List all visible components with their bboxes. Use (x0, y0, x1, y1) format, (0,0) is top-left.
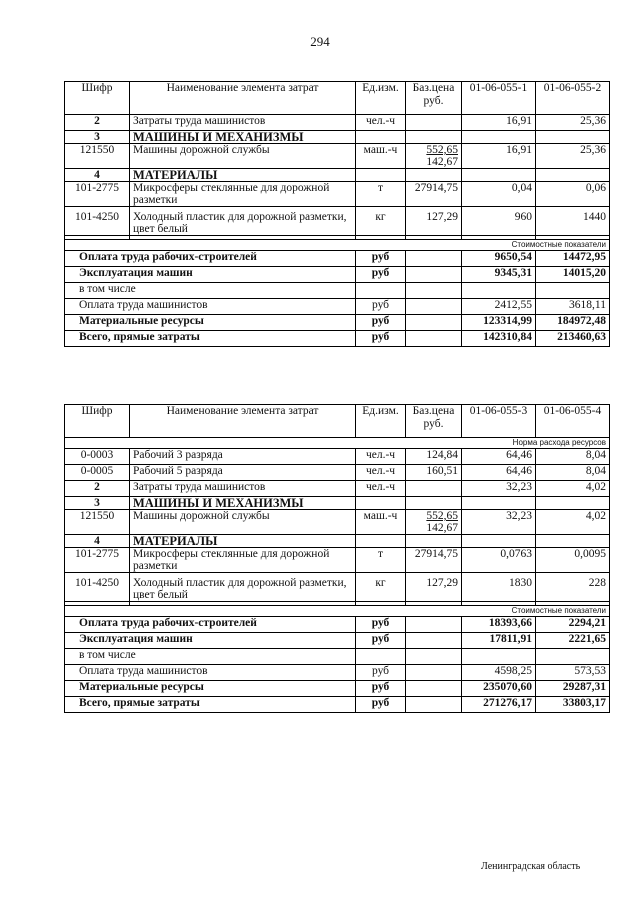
summary-value-2: 3618,11 (536, 299, 610, 315)
table-row (65, 535, 610, 548)
summary-value-1: 271276,17 (462, 697, 536, 713)
summary-value-2: 29287,31 (536, 681, 610, 697)
row-value-1: 0,04 (462, 182, 536, 207)
summary-label: в том числе (65, 649, 356, 665)
table-row (65, 169, 610, 182)
summary-label: Материальные ресурсы (65, 315, 356, 331)
summary-unit: руб (356, 633, 406, 649)
summary-label: Всего, прямые затраты (65, 331, 356, 347)
row-value-2: 0,06 (536, 182, 610, 207)
summary-value-1: 123314,99 (462, 315, 536, 331)
subheader-label: Стоимостные показатели (65, 606, 610, 617)
table-row (65, 548, 610, 573)
row-value-2: 8,04 (536, 449, 610, 465)
row-price: 127,29 (406, 207, 462, 236)
row-code: 0-0003 (65, 449, 130, 465)
row-unit: чел.-ч (356, 481, 406, 497)
row-value-2: 25,36 (536, 144, 610, 169)
row-value-1: 64,46 (462, 465, 536, 481)
summary-value-2: 573,53 (536, 665, 610, 681)
row-code: 101-4250 (65, 573, 130, 602)
row-code: 2 (65, 115, 130, 131)
norm-row (65, 438, 610, 449)
header-unit: Ед.изм. (356, 405, 406, 438)
header-col2: 01-06-055-4 (536, 405, 610, 438)
norm-label: Норма расхода ресурсов (65, 438, 610, 449)
section-code: 4 (65, 535, 130, 548)
row-unit: т (356, 182, 406, 207)
summary-value-1: 2412,55 (462, 299, 536, 315)
row-unit: чел.-ч (356, 465, 406, 481)
section-code: 3 (65, 131, 130, 144)
price-bottom: 142,67 (426, 522, 458, 534)
summary-value-1: 18393,66 (462, 617, 536, 633)
section-title: МАТЕРИАЛЫ (130, 535, 356, 548)
table-row (65, 131, 610, 144)
row-code: 0-0005 (65, 465, 130, 481)
table-row (65, 144, 610, 169)
row-value-2: 228 (536, 573, 610, 602)
row-name: Рабочий 5 разряда (130, 465, 356, 481)
row-price (406, 510, 462, 535)
summary-value-2: 2221,65 (536, 633, 610, 649)
summary-label: Оплата труда рабочих-строителей (65, 251, 356, 267)
subheader-row (65, 240, 610, 251)
header-price: Баз.цена руб. (406, 405, 462, 438)
row-value-2: 0,0095 (536, 548, 610, 573)
footer-region: Ленинградская область (481, 861, 581, 872)
summary-value-2: 213460,63 (536, 331, 610, 347)
section-title: МАШИНЫ И МЕХАНИЗМЫ (130, 131, 356, 144)
summary-value-2: 33803,17 (536, 697, 610, 713)
header-col2: 01-06-055-2 (536, 82, 610, 115)
cost-table-1 (64, 81, 610, 347)
summary-row (65, 251, 610, 267)
summary-value-2: 14472,95 (536, 251, 610, 267)
row-name: Холодный пластик для дорожной разметки, цвет белый (130, 207, 356, 236)
row-value-1: 0,0763 (462, 548, 536, 573)
summary-row (65, 697, 610, 713)
row-name: Холодный пластик для дорожной разметки, цвет белый (130, 573, 356, 602)
table-row (65, 207, 610, 236)
row-value-2: 25,36 (536, 115, 610, 131)
row-price: 160,51 (406, 465, 462, 481)
row-value-1: 16,91 (462, 115, 536, 131)
table-row (65, 465, 610, 481)
row-price: 27914,75 (406, 182, 462, 207)
summary-unit: руб (356, 697, 406, 713)
table-row (65, 449, 610, 465)
summary-value-2: 14015,20 (536, 267, 610, 283)
summary-value-1: 9345,31 (462, 267, 536, 283)
summary-unit: руб (356, 681, 406, 697)
row-code: 101-2775 (65, 548, 130, 573)
row-value-1: 32,23 (462, 481, 536, 497)
header-code: Шифр (65, 82, 130, 115)
subheader-row (65, 606, 610, 617)
row-code: 101-4250 (65, 207, 130, 236)
table-header (65, 82, 610, 115)
row-price: 127,29 (406, 573, 462, 602)
row-code: 121550 (65, 510, 130, 535)
summary-label: Всего, прямые затраты (65, 697, 356, 713)
row-unit: кг (356, 573, 406, 602)
subheader-label: Стоимостные показатели (65, 240, 610, 251)
cost-table-2 (64, 404, 610, 713)
summary-row (65, 299, 610, 315)
header-price: Баз.цена руб. (406, 82, 462, 115)
row-name: Микросферы стеклянные для дорожной разметки (130, 182, 356, 207)
row-price: 124,84 (406, 449, 462, 465)
row-value-2: 1440 (536, 207, 610, 236)
row-unit: т (356, 548, 406, 573)
summary-label: Эксплуатация машин (65, 267, 356, 283)
price-top: 552,65 (426, 144, 458, 156)
row-value-1: 32,23 (462, 510, 536, 535)
row-value-2: 4,02 (536, 510, 610, 535)
price-top: 552,65 (426, 510, 458, 522)
summary-unit: руб (356, 665, 406, 681)
summary-value-1: 142310,84 (462, 331, 536, 347)
row-name: Машины дорожной службы (130, 510, 356, 535)
price-bottom: 142,67 (426, 156, 458, 168)
row-price (406, 481, 462, 497)
row-value-2: 4,02 (536, 481, 610, 497)
row-name: Машины дорожной службы (130, 144, 356, 169)
summary-label: Оплата труда машинистов (65, 299, 356, 315)
summary-value-1: 9650,54 (462, 251, 536, 267)
row-unit: маш.-ч (356, 144, 406, 169)
summary-unit: руб (356, 299, 406, 315)
header-name: Наименование элемента затрат (130, 82, 356, 115)
section-code: 3 (65, 497, 130, 510)
row-unit: кг (356, 207, 406, 236)
page-number: 294 (310, 34, 330, 49)
row-unit: маш.-ч (356, 510, 406, 535)
header-col1: 01-06-055-3 (462, 405, 536, 438)
table-row (65, 510, 610, 535)
summary-label: Эксплуатация машин (65, 633, 356, 649)
summary-value-2: 184972,48 (536, 315, 610, 331)
summary-unit: руб (356, 251, 406, 267)
summary-value-1: 235070,60 (462, 681, 536, 697)
summary-row (65, 283, 610, 299)
row-value-1: 1830 (462, 573, 536, 602)
row-name: Микросферы стеклянные для дорожной разметки (130, 548, 356, 573)
header-name: Наименование элемента затрат (130, 405, 356, 438)
row-value-2: 8,04 (536, 465, 610, 481)
summary-row (65, 649, 610, 665)
row-name: Затраты труда машинистов (130, 481, 356, 497)
summary-unit: руб (356, 315, 406, 331)
summary-label: Оплата труда рабочих-строителей (65, 617, 356, 633)
section-title: МАТЕРИАЛЫ (130, 169, 356, 182)
summary-row (65, 315, 610, 331)
summary-row (65, 331, 610, 347)
summary-label: Материальные ресурсы (65, 681, 356, 697)
row-code: 2 (65, 481, 130, 497)
header-code: Шифр (65, 405, 130, 438)
summary-unit: руб (356, 617, 406, 633)
summary-label: в том числе (65, 283, 356, 299)
summary-unit: руб (356, 331, 406, 347)
table-row (65, 182, 610, 207)
summary-row (65, 267, 610, 283)
summary-value-1: 4598,25 (462, 665, 536, 681)
row-code: 121550 (65, 144, 130, 169)
summary-value-1: 17811,91 (462, 633, 536, 649)
table-row (65, 481, 610, 497)
row-value-1: 960 (462, 207, 536, 236)
row-value-1: 16,91 (462, 144, 536, 169)
summary-row (65, 633, 610, 649)
header-unit: Ед.изм. (356, 82, 406, 115)
row-price: 27914,75 (406, 548, 462, 573)
summary-row (65, 617, 610, 633)
row-price (406, 115, 462, 131)
row-unit: чел.-ч (356, 449, 406, 465)
row-value-1: 64,46 (462, 449, 536, 465)
section-title: МАШИНЫ И МЕХАНИЗМЫ (130, 497, 356, 510)
table-header (65, 405, 610, 438)
row-price (406, 144, 462, 169)
table-row (65, 497, 610, 510)
row-name: Затраты труда машинистов (130, 115, 356, 131)
summary-label: Оплата труда машинистов (65, 665, 356, 681)
summary-row (65, 681, 610, 697)
row-name: Рабочий 3 разряда (130, 449, 356, 465)
summary-value-2: 2294,21 (536, 617, 610, 633)
table-row (65, 115, 610, 131)
row-unit: чел.-ч (356, 115, 406, 131)
summary-unit: руб (356, 267, 406, 283)
summary-row (65, 665, 610, 681)
section-code: 4 (65, 169, 130, 182)
header-col1: 01-06-055-1 (462, 82, 536, 115)
row-code: 101-2775 (65, 182, 130, 207)
table-row (65, 573, 610, 602)
